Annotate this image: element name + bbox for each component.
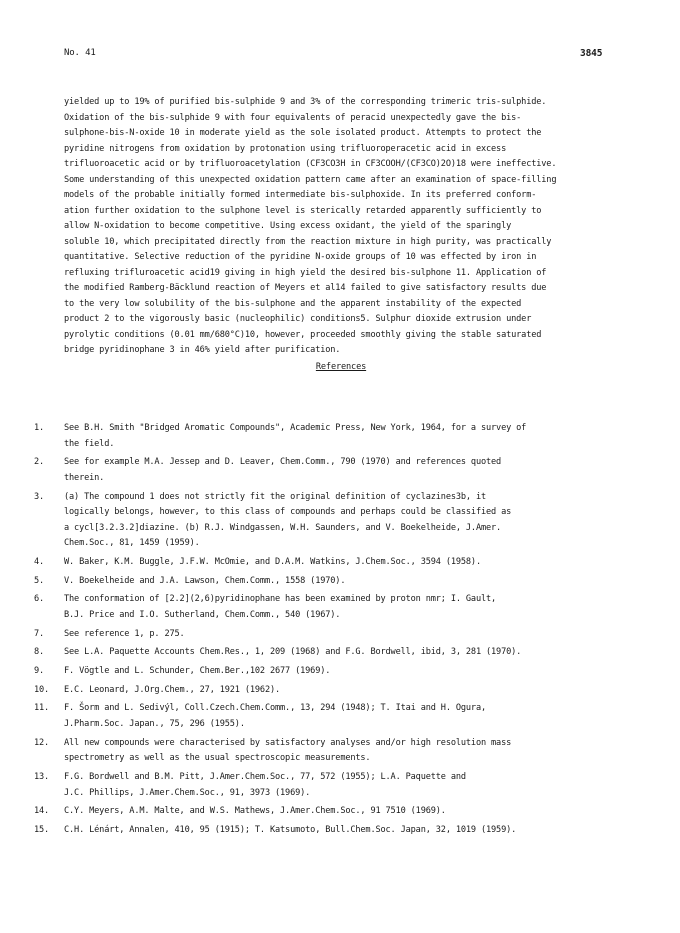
- journal-issue-number: No. 41: [64, 48, 96, 58]
- paragraph-line: yielded up to 19% of purified bis-sulphide 9 and 3% of the corresponding trimeric tris-sulphide.: [64, 97, 547, 107]
- reference-item: [34, 701, 624, 732]
- reference-text: W. Baker, K.M. Buggle, J.F.W. McOmie, and D.A.M. Watkins, J.Chem.Soc., 3594 (1958).: [64, 557, 481, 568]
- reference-text: F. Šorm and L. Sedivýl, Coll.Czech.Chem.Comm., 13, 294 (1948); T. Itai and H. Ogura,: [64, 703, 487, 714]
- reference-item: [34, 664, 624, 680]
- reference-item: [34, 592, 624, 623]
- reference-item: [34, 804, 624, 820]
- paragraph-line: Oxidation of the bis-sulphide 9 with four equivalents of peracid unexpectedly gave the bis-: [64, 112, 522, 123]
- reference-number: 8.: [34, 647, 45, 658]
- reference-item: [34, 490, 624, 552]
- paragraph-line: trifluoroacetic acid or by trifluoroacetylation (CF3CO3H in CF3COOH/(CF3CO)2O)18 were ineffective.: [64, 159, 557, 169]
- reference-number: 13.: [34, 772, 50, 782]
- reference-number: 1.: [34, 423, 45, 433]
- reference-item: [34, 770, 624, 801]
- reference-item: [34, 455, 624, 486]
- page-number: 3845: [580, 48, 603, 59]
- reference-item: [34, 683, 624, 699]
- reference-text: spectrometry as well as the usual spectroscopic measurements.: [64, 753, 371, 764]
- reference-text: See B.H. Smith "Bridged Aromatic Compounds", Academic Press, New York, 1964, for a survey of: [64, 423, 527, 433]
- reference-text: See reference 1, p. 275.: [64, 628, 185, 639]
- reference-number: 9.: [34, 666, 45, 677]
- reference-item: [34, 823, 624, 839]
- reference-text: therein.: [64, 472, 105, 483]
- reference-text: See L.A. Paquette Accounts Chem.Res., 1, 209 (1968) and F.G. Bordwell, ibid, 3, 281 (1970).: [64, 647, 522, 658]
- paragraph-line: bridge pyridinophane 3 in 46% yield after purification.: [64, 345, 341, 355]
- reference-text: F. Vögtle and L. Schunder, Chem.Ber.,102 2677 (1969).: [64, 666, 331, 677]
- reference-text: the field.: [64, 438, 115, 449]
- reference-number: 3.: [34, 491, 45, 502]
- reference-number: 15.: [34, 824, 50, 835]
- references-list: [34, 421, 624, 842]
- paragraph-line: pyridine nitrogens from oxidation by protonation using trifluoroperacetic acid in excess: [64, 143, 507, 154]
- reference-item: [34, 736, 624, 767]
- reference-text: See for example M.A. Jessep and D. Leaver, Chem.Comm., 790 (1970) and references quoted: [64, 457, 502, 468]
- paragraph-line: models of the probable initially formed intermediate bis-sulphoxide. In its preferred conform-: [64, 190, 537, 200]
- reference-item: [34, 645, 624, 661]
- reference-text: C.Y. Meyers, A.M. Malte, and W.S. Mathews, J.Amer.Chem.Soc., 91 7510 (1969).: [64, 806, 446, 817]
- reference-number: 5.: [34, 575, 45, 586]
- reference-text: The conformation of [2.2](2,6)pyridinophane has been examined by proton nmr; I. Gault,: [64, 594, 497, 605]
- reference-number: 14.: [34, 806, 50, 817]
- paragraph-line: pyrolytic conditions (0.01 mm/680°C)10, however, proceeded smoothly giving the stable saturated: [64, 329, 542, 340]
- reference-item: [34, 627, 624, 643]
- reference-number: 4.: [34, 557, 45, 568]
- body-paragraph: [64, 95, 618, 375]
- paragraph-line: soluble 10, which precipitated directly from the reaction mixture in high purity, was practically: [64, 236, 552, 247]
- paragraph-line: sulphone-bis-N-oxide 10 in moderate yield as the sole isolated product. Attempts to protect the: [64, 128, 542, 138]
- reference-text: F.G. Bordwell and B.M. Pitt, J.Amer.Chem.Soc., 77, 572 (1955); L.A. Paquette and: [64, 772, 466, 782]
- reference-text: J.C. Phillips, J.Amer.Chem.Soc., 91, 3973 (1969).: [64, 787, 311, 798]
- reference-number: 10.: [34, 684, 50, 695]
- paragraph-line: Some understanding of this unexpected oxidation pattern came after an examination of space-filling: [64, 174, 557, 185]
- paragraph-line: ation further oxidation to the sulphone level is sterically retarded apparently sufficiently to: [64, 205, 542, 216]
- reference-number: 7.: [34, 628, 45, 639]
- reference-text: (a) The compound 1 does not strictly fit the original definition of cyclazines3b, it: [64, 491, 487, 502]
- reference-text: E.C. Leonard, J.Org.Chem., 27, 1921 (1962).: [64, 684, 281, 695]
- reference-item: [34, 421, 624, 452]
- reference-number: 12.: [34, 737, 50, 748]
- reference-item: [34, 555, 624, 571]
- references-heading: References: [315, 361, 367, 372]
- reference-text: B.J. Price and I.O. Sutherland, Chem.Comm., 540 (1967).: [64, 610, 341, 620]
- reference-text: V. Boekelheide and J.A. Lawson, Chem.Comm., 1558 (1970).: [64, 575, 346, 586]
- paragraph-line: product 2 to the vigorously basic (nucleophilic) conditions5. Sulphur dioxide extrusion under: [64, 314, 532, 324]
- paragraph-line: to the very low solubility of the bis-sulphone and the apparent instability of the expected: [64, 298, 522, 309]
- reference-number: 2.: [34, 457, 45, 468]
- reference-text: Chem.Soc., 81, 1459 (1959).: [64, 538, 200, 549]
- reference-item: [34, 574, 624, 590]
- reference-number: 6.: [34, 594, 45, 605]
- reference-text: a cycl[3.2.3.2]diazine. (b) R.J. Windgassen, W.H. Saunders, and V. Boekelheide, J.Amer.: [64, 522, 502, 533]
- reference-text: All new compounds were characterised by satisfactory analyses and/or high resolution mass: [64, 737, 512, 748]
- reference-text: C.H. Lénárt, Annalen, 410, 95 (1915); T. Katsumoto, Bull.Chem.Soc. Japan, 32, 1019 (1959).: [64, 824, 517, 835]
- reference-text: J.Pharm.Soc. Japan., 75, 296 (1955).: [64, 719, 245, 730]
- paragraph-line: allow N-oxidation to become competitive. Using excess oxidant, the yield of the sparingly: [64, 221, 512, 231]
- paragraph-line: quantitative. Selective reduction of the pyridine N-oxide groups of 10 was effected by iron in: [64, 252, 537, 262]
- reference-text: logically belongs, however, to this class of compounds and perhaps could be classified as: [64, 507, 512, 518]
- paragraph-line: the modified Ramberg-Bäcklund reaction of Meyers et al14 failed to give satisfactory results due: [64, 283, 547, 293]
- paragraph-line: refluxing trifluroacetic acid19 giving in high yield the desired bis-sulphone 11. Application of: [64, 267, 547, 278]
- reference-number: 11.: [34, 703, 50, 714]
